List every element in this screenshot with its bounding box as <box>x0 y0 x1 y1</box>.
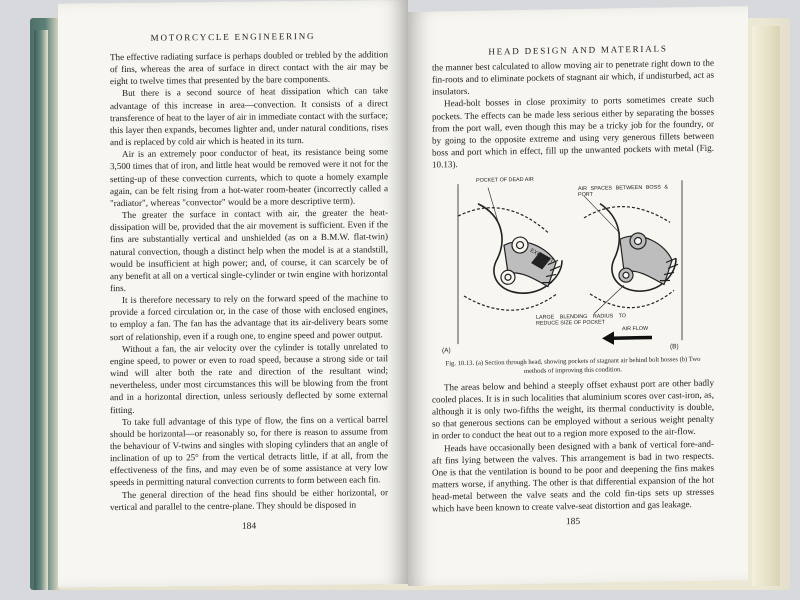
right-page <box>408 6 748 586</box>
paragraph: The effective radiating surface is perhaps doubled or trebled by the addition of fins, whereas the area of surface in direct contact with the air may be eight to twelve times that presented by the bare components. <box>110 49 388 87</box>
paragraph: To take full advantage of this type of flow, the fins on a vertical barrel should be horizontal—or reasonably so, for there is reason to assume from the behaviour of V-twins and singles with sloping cylinders that an angle of inclination of up to 25° from the vertical detracts little, if at all, from the effectiveness of the fins, and may even be of some assistance at very low speeds in permitting natural convection currents to form between each fin. <box>110 413 388 488</box>
label-panel-a: (A) <box>442 347 451 355</box>
figure-10-13 <box>432 172 714 359</box>
paragraph: The areas below and behind a steeply offset exhaust port are other badly cooled places. It is in such localities that aluminium scores over cast-iron, as, although it is only two-fifths the weight, its thermal conductivity is double, so that generous sections can be employed without a serious weight penalty in order to conduct the heat out to a region more exposed to the air-flow. <box>432 377 714 442</box>
paragraph: Air is an extremely poor conductor of heat, its resistance being some 3,500 times that of iron, and little heat would be removed were it not for the setting-up of these convection currents, which to quote a homely example again, can be felt rising from a hot-water room-heater (incorrectly called a "radiator", whereas "convector" would be a more descriptive term). <box>110 146 388 208</box>
label-air-flow: AIR FLOW <box>622 326 649 333</box>
left-running-head: MOTORCYCLE ENGINEERING <box>150 30 316 43</box>
right-page-number: 185 <box>565 516 581 528</box>
figure-caption: Fig. 10.13. (a) Section through head, showing pockets of stagnant air behind bolt bosses (b) Two methods of improving this condition. <box>445 356 701 375</box>
paragraph: Heads have occasionally been designed with a bank of vertical fore-and-aft fins lying between the valves. This arrangement is bad in two respects. One is that the ventilation is bound to be poor and deepening the fins makes matters worse, if anything. The other is that differential expansion of the hot head-metal between the valve seats and the cold fin-tips sets up stresses which have been known to create valve-seat distortion and gas leakage. <box>432 438 714 514</box>
left-page <box>58 0 408 588</box>
paragraph: the manner best calculated to allow moving air to penetrate right down to the fin-roots and to eliminate pockets of stagnant air which, if undisturbed, act as insulators. <box>432 57 714 97</box>
paragraph: The greater the surface in contact with air, the greater the heat-dissipation will be, provided that the air movement is sufficient. Even if the fins are substantially vertical and unshielded (as on a B.M.W. flat-twin) natural convection, though a distinct help when the model is at a standstill, would be insufficient at high power; and, of course, it can scarcely be of any benefit at all on a vertical single-cylinder or twin engine with horizontal fins. <box>110 207 388 294</box>
paragraph: It is therefore necessary to rely on the forward speed of the machine to provide a forced circulation or, in the case of those with enclosed engines, to employ a fan. The fan has the advantage that its air-delivery bears some sort of relationship, even if a rough one, to engine speed and power output. <box>110 292 388 342</box>
page-stack-edge-right <box>752 26 780 586</box>
paragraph: Head-bolt bosses in close proximity to ports sometimes create such pockets. The effects can be made less serious either by separating the bosses from the port wall, even though this may be a tricky job for the foundry, or by going to the opposite extreme and using very generous fillets between boss and port which in effect, fill up the unwanted pockets with metal (Fig. 10.13). <box>432 94 714 170</box>
left-body-text <box>58 48 408 514</box>
label-blending-radius: LARGE BLENDING RADIUS TO REDUCE SIZE OF POCKET <box>536 313 626 328</box>
paragraph: But there is a second source of heat dissipation which can take advantage of this increase in area—convection. It consists of a direct transference of heat to the layer of air in immediate contact with the surface; this layer then expands, becomes lighter and, under natural conditions, rises and is replaced by cold air which is heated in its turn. <box>110 85 388 148</box>
label-panel-b: (B) <box>670 343 679 351</box>
left-page-number: 184 <box>241 521 257 532</box>
label-air-spaces: AIR SPACES BETWEEN BOSS & PORT <box>578 184 668 199</box>
label-exhaust: EXHAUST <box>528 248 555 266</box>
paragraph: Without a fan, the air velocity over the cylinder is totally unrelated to engine speed, to power or even to road speed, because a strong side or tail wind will alter both the rate and direction of the resultant wind; nevertheless, under most circumstances this will be blowing from the front and in a horizontal direction, unless seriously deflected by some external fitting. <box>110 340 388 415</box>
label-pocket-of-dead-air: POCKET OF DEAD AIR <box>476 177 534 185</box>
air-flow-arrow <box>602 331 652 345</box>
right-running-head: HEAD DESIGN AND MATERIALS <box>488 43 668 57</box>
paragraph: The general direction of the head fins should be either horizontal, or vertical and parallel to the centre-plane. They should be disposed in <box>110 486 388 512</box>
right-body-text <box>408 56 748 515</box>
book-cover-edge-left <box>34 30 48 590</box>
